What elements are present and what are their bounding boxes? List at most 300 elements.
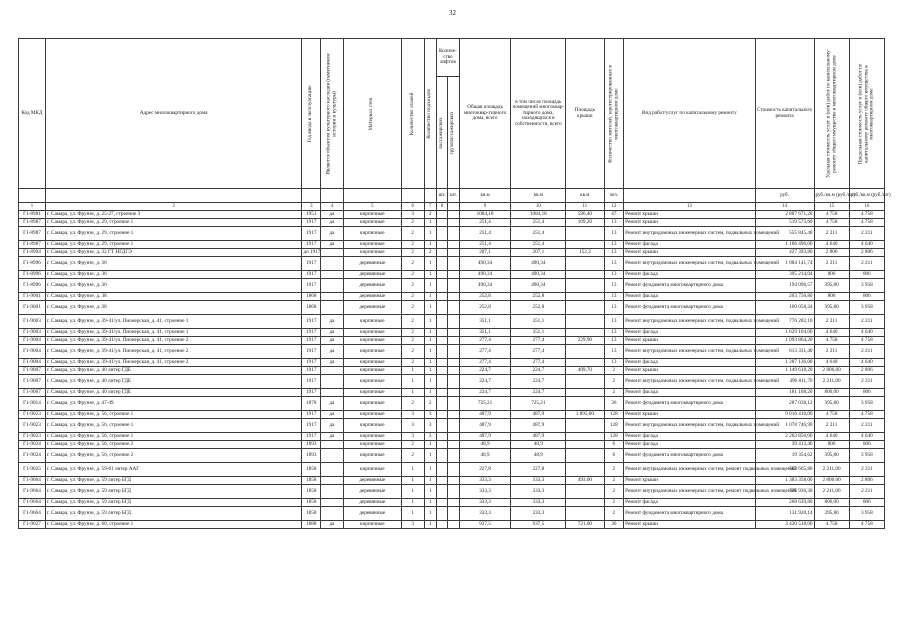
cell-lifts-freight: [448, 367, 459, 375]
cell-lifts-passenger: [436, 249, 447, 257]
cell-total-area: 487,9: [459, 419, 511, 433]
cell-work-type: Ремонт фундамента многоквартирного дома: [624, 507, 755, 521]
cell-lifts-freight: [448, 389, 459, 397]
cell-roof-area: [566, 271, 604, 279]
cell-entrances: 1: [424, 345, 436, 359]
cell-heritage: [321, 293, 344, 301]
cell-owned-area: 487,9: [511, 419, 566, 433]
unit-owned-area: кв.м: [511, 189, 566, 203]
cell-year: 1858: [302, 499, 321, 507]
cell-lifts-passenger: [436, 337, 447, 345]
cell-lifts-passenger: [436, 397, 447, 411]
cell-repair-cost: 268 639,80: [755, 499, 814, 507]
cell-lifts-passenger: [436, 293, 447, 301]
cell-owned-area: 277,4: [511, 337, 566, 345]
cell-floors: 2: [401, 337, 424, 345]
cell-lifts-freight: [448, 249, 459, 257]
cell-lifts-passenger: [436, 301, 447, 315]
cell-heritage: [321, 271, 344, 279]
cell-work-type: Ремонт фасада: [624, 441, 755, 449]
cell-wall-material: кирпичные: [343, 337, 401, 345]
cell-lifts-freight: [448, 521, 459, 529]
cell-repair-cost: 203 756,80: [755, 293, 814, 301]
cell-roof-area: [566, 441, 604, 449]
cell-code: Г1-8987: [19, 219, 46, 227]
cell-lifts-freight: [448, 477, 459, 485]
cell-roof-area: [566, 279, 604, 293]
cell-work-type: Ремонт крыши: [624, 211, 755, 219]
cell-wall-material: кирпичные: [343, 463, 401, 477]
cell-entrances: 1: [424, 463, 436, 477]
cell-entrances: 2: [424, 211, 436, 219]
cell-residents: 13: [604, 279, 624, 293]
cell-lifts-passenger: [436, 241, 447, 249]
cell-specific-cost: 2 211: [814, 345, 849, 359]
cell-heritage: [321, 463, 344, 477]
cell-code: Г1-9007: [19, 375, 46, 389]
cell-work-type: Ремонт внутридомовых инженерных систем, ремонт подвальных помещений: [624, 463, 755, 477]
cell-lifts-passenger: [436, 411, 447, 419]
cell-total-area: 48,9: [459, 441, 511, 449]
cell-floors: 3: [401, 521, 424, 529]
cell-lifts-passenger: [436, 433, 447, 441]
cell-limit-cost: 4 758: [849, 411, 884, 419]
cell-code: Г1-8996: [19, 271, 46, 279]
cell-code: Г1-9004: [19, 337, 46, 345]
cell-repair-cost: 1 166 496,00: [755, 241, 814, 249]
cell-limit-cost: 3 958: [849, 397, 884, 411]
cell-limit-cost: 2 806: [849, 367, 884, 375]
cell-owned-area: 1084,18: [511, 211, 566, 219]
cell-lifts-passenger: [436, 419, 447, 433]
cell-year: 1917: [302, 219, 321, 227]
cell-floors: 1: [401, 463, 424, 477]
cell-specific-cost: 2 211: [814, 257, 849, 271]
cell-specific-cost: 395,80: [814, 507, 849, 521]
cell-residents: 128: [604, 433, 624, 441]
cell-wall-material: деревянные: [343, 279, 401, 293]
cell-code: Г1-9001: [19, 293, 46, 301]
cell-total-area: 1084,18: [459, 211, 511, 219]
cell-limit-cost: 2 806: [849, 477, 884, 485]
cell-lifts-passenger: [436, 359, 447, 367]
cell-limit-cost: 806: [849, 441, 884, 449]
cell-residents: 36: [604, 521, 624, 529]
cell-owned-area: 333,3: [511, 499, 566, 507]
cell-floors: 3: [401, 419, 424, 433]
cell-year: 1893: [302, 449, 321, 463]
cell-address: г. Самара, ул. Фрунзе, д. 29, строение 1: [45, 227, 302, 241]
cell-lifts-passenger: [436, 315, 447, 329]
cell-address: г. Самара, ул. Фрунзе, д. 25-27, строение 3: [45, 211, 302, 219]
cell-specific-cost: 806,00: [814, 389, 849, 397]
cell-limit-cost: 2 211: [849, 227, 884, 241]
table-row: [19, 485, 885, 499]
table-row: [19, 329, 885, 337]
table-row: [19, 271, 885, 279]
cell-roof-area: [566, 227, 604, 241]
cell-address: г. Самара, ул. Фрунзе, д. 59 литер БГД: [45, 507, 302, 521]
cell-owned-area: 277,4: [511, 359, 566, 367]
cell-repair-cost: 496 811,70: [755, 375, 814, 389]
cell-wall-material: кирпичные: [343, 359, 401, 367]
cell-total-area: 277,4: [459, 359, 511, 367]
cell-code: Г1-9003: [19, 315, 46, 329]
cell-owned-area: 251,4: [511, 219, 566, 227]
cell-heritage: да: [321, 315, 344, 329]
cell-address: г. Самара, ул. Фрунзе, д. 36: [45, 257, 302, 271]
cell-code: Г1-9023: [19, 433, 46, 441]
cell-work-type: Ремонт фасада: [624, 241, 755, 249]
cell-residents: 13: [604, 301, 624, 315]
cell-roof-area: [566, 449, 604, 463]
cell-wall-material: деревянные: [343, 507, 401, 521]
cell-heritage: [321, 485, 344, 499]
cell-work-type: Ремонт внутридомовых инженерных систем, подвальных помещений: [624, 257, 755, 271]
cell-year: 1917: [302, 433, 321, 441]
cell-lifts-passenger: [436, 375, 447, 389]
cell-roof-area: [566, 419, 604, 433]
cell-code: Г1-9001: [19, 301, 46, 315]
cell-lifts-freight: [448, 329, 459, 337]
cell-address: г. Самара, ул. Фрунзе, д. 56, строение 1: [45, 433, 302, 441]
cell-residents: 13: [604, 257, 624, 271]
unit-lifts-passenger: шт.: [436, 189, 447, 203]
cell-heritage: да: [321, 359, 344, 367]
cell-residents: 13: [604, 227, 624, 241]
cell-repair-cost: 1 629 104,00: [755, 329, 814, 337]
cell-floors: 3: [401, 211, 424, 219]
cell-wall-material: кирпичные: [343, 433, 401, 441]
cell-entrances: 1: [424, 449, 436, 463]
cell-roof-area: [566, 375, 604, 389]
cell-wall-material: кирпичные: [343, 411, 401, 419]
header-specific-cost: Удельная стоимость услуг и (или) работ по капитальному ремонту общего имущества в многоквартирном доме: [814, 39, 849, 189]
cell-residents: 13: [604, 359, 624, 367]
cell-code: Г1-9664: [19, 485, 46, 499]
cell-lifts-passenger: [436, 257, 447, 271]
cell-residents: 2: [604, 463, 624, 477]
cell-entrances: 1: [424, 279, 436, 293]
cell-code: Г1-9014: [19, 397, 46, 411]
table-row: [19, 433, 885, 441]
cell-heritage: да: [321, 345, 344, 359]
unit-lifts-freight: шт.: [448, 189, 459, 203]
table-row: [19, 211, 885, 219]
cell-year: 1917: [302, 375, 321, 389]
cell-code: Г1-8987: [19, 241, 46, 249]
cell-lifts-passenger: [436, 441, 447, 449]
cell-specific-cost: 2 211,00: [814, 463, 849, 477]
cell-specific-cost: 4 758: [814, 411, 849, 419]
cell-lifts-freight: [448, 257, 459, 271]
cell-work-type: Ремонт фундамента многоквартирного дома: [624, 301, 755, 315]
cell-address: г. Самара, ул. Фрунзе, д. 47-49: [45, 397, 302, 411]
cell-residents: 13: [604, 337, 624, 345]
cell-owned-area: 351,1: [511, 329, 566, 337]
cell-limit-cost: 806: [849, 293, 884, 301]
cell-address: г. Самара, ул. Фрунзе, д. 38: [45, 301, 302, 315]
cell-floors: 1: [401, 485, 424, 499]
cell-repair-cost: 1 383 358,00: [755, 477, 814, 485]
cell-lifts-passenger: [436, 367, 447, 375]
cell-code: Г1-9024: [19, 449, 46, 463]
cell-total-area: 224,7: [459, 367, 511, 375]
cell-floors: 2: [401, 257, 424, 271]
cell-heritage: [321, 507, 344, 521]
cell-year: 1917: [302, 227, 321, 241]
cell-repair-cost: 395 214,04: [755, 271, 814, 279]
table-row: [19, 219, 885, 227]
table-row: [19, 477, 885, 485]
cell-roof-area: [566, 345, 604, 359]
cell-heritage: [321, 389, 344, 397]
cell-entrances: 1: [424, 337, 436, 345]
cell-residents: 6: [604, 441, 624, 449]
cell-specific-cost: 2 211: [814, 227, 849, 241]
cell-floors: 1: [401, 477, 424, 485]
cell-lifts-passenger: [436, 227, 447, 241]
cell-limit-cost: 4 758: [849, 211, 884, 219]
cell-owned-area: 252,8: [511, 293, 566, 301]
table-row: [19, 337, 885, 345]
cell-roof-area: 596,40: [566, 211, 604, 219]
cell-wall-material: деревянные: [343, 271, 401, 279]
cell-limit-cost: 2 211: [849, 485, 884, 499]
cell-specific-cost: 2 806,00: [814, 367, 849, 375]
cell-wall-material: кирпичные: [343, 449, 401, 463]
cell-heritage: да: [321, 241, 344, 249]
cell-wall-material: кирпичные: [343, 419, 401, 433]
cell-owned-area: 48,9: [511, 441, 566, 449]
cell-wall-material: кирпичные: [343, 329, 401, 337]
cell-address: г. Самара, ул. Фрунзе, д. 56, строение 1: [45, 419, 302, 433]
cell-wall-material: кирпичные: [343, 397, 401, 411]
cell-year: 1858: [302, 477, 321, 485]
cell-specific-cost: 806,00: [814, 499, 849, 507]
cell-repair-cost: 613 331,40: [755, 345, 814, 359]
cell-floors: 1: [401, 499, 424, 507]
header-repair-cost: Стоимость капитального ремонта: [755, 39, 814, 189]
table-row: [19, 301, 885, 315]
cell-address: г. Самара, ул. Фрунзе, д. 40 литер ГДЕ: [45, 375, 302, 389]
cell-roof-area: [566, 301, 604, 315]
cell-specific-cost: 4 758: [814, 337, 849, 345]
cell-code: Г1-9024: [19, 441, 46, 449]
cell-entrances: 1: [424, 477, 436, 485]
cell-limit-cost: 2 211: [849, 375, 884, 389]
column-number-row: 1 2 3 4 5 6 7 8 9 10 11 12 13 14 15 16: [19, 203, 885, 211]
cell-floors: 2: [401, 359, 424, 367]
cell-residents: 2: [604, 477, 624, 485]
cell-wall-material: деревянные: [343, 477, 401, 485]
header-work-type: Вид работ/услуг по капитальному ремонту: [624, 39, 755, 189]
cell-residents: 47: [604, 211, 624, 219]
page-number: 32: [449, 9, 456, 17]
cell-repair-cost: 1 078 746,90: [755, 419, 814, 433]
table-row: [19, 411, 885, 419]
cell-roof-area: [566, 315, 604, 329]
cell-year: 1858: [302, 463, 321, 477]
cell-lifts-passenger: [436, 329, 447, 337]
cell-address: г. Самара, ул. Фрунзе, д. 59 литер БГД: [45, 477, 302, 485]
cell-year: 1917: [302, 337, 321, 345]
cell-lifts-passenger: [436, 211, 447, 219]
cell-heritage: [321, 441, 344, 449]
cell-residents: 13: [604, 271, 624, 279]
cell-work-type: Ремонт фасада: [624, 389, 755, 397]
cell-lifts-freight: [448, 271, 459, 279]
cell-roof-area: [566, 257, 604, 271]
cell-year: 1868: [302, 301, 321, 315]
cell-year: 1917: [302, 367, 321, 375]
repair-register-table: [18, 38, 891, 529]
cell-specific-cost: 4 640: [814, 329, 849, 337]
cell-limit-cost: 4 758: [849, 521, 884, 529]
cell-repair-cost: 503 665,80: [755, 463, 814, 477]
unit-roof-area: кв.м: [566, 189, 604, 203]
cell-limit-cost: 2 806: [849, 249, 884, 257]
cell-wall-material: деревянные: [343, 485, 401, 499]
header-floors: Количество этажей: [401, 39, 424, 189]
cell-code: Г1-9025: [19, 463, 46, 477]
cell-entrances: 2: [424, 397, 436, 411]
cell-address: г. Самара, ул. Фрунзе, д. 29, строение 1: [45, 219, 302, 227]
cell-specific-cost: 806: [814, 271, 849, 279]
cell-limit-cost: 3 958: [849, 279, 884, 293]
cell-specific-cost: 395,80: [814, 301, 849, 315]
cell-total-area: 251,4: [459, 227, 511, 241]
cell-specific-cost: 395,80: [814, 397, 849, 411]
table-row: [19, 521, 885, 529]
cell-heritage: [321, 449, 344, 463]
cell-year: 1917: [302, 345, 321, 359]
cell-entrances: 1: [424, 329, 436, 337]
cell-entrances: 1: [424, 507, 436, 521]
cell-code: Г1-9664: [19, 499, 46, 507]
table-row: [19, 397, 885, 411]
cell-code: Г1-8994: [19, 249, 46, 257]
cell-heritage: [321, 477, 344, 485]
cell-total-area: 251,4: [459, 219, 511, 227]
header-limit-cost: Предельная стоимость услуг и (или) работ по капитальному ремонту общего имущества в многоквартирном доме: [849, 39, 884, 189]
cell-owned-area: 725,21: [511, 397, 566, 411]
cell-total-area: 252,8: [459, 301, 511, 315]
cell-code: Г1-9023: [19, 411, 46, 419]
cell-total-area: 48,9: [459, 449, 511, 463]
cell-lifts-freight: [448, 499, 459, 507]
cell-work-type: Ремонт фасада: [624, 293, 755, 301]
header-wall-material: Материал стен: [343, 39, 401, 189]
cell-total-area: 224,7: [459, 389, 511, 397]
cell-entrances: 1: [424, 485, 436, 499]
cell-residents: 128: [604, 419, 624, 433]
cell-heritage: да: [321, 337, 344, 345]
cell-code: Г1-9003: [19, 329, 46, 337]
cell-owned-area: 487,9: [511, 433, 566, 441]
cell-residents: 13: [604, 219, 624, 227]
cell-wall-material: деревянные: [343, 499, 401, 507]
cell-floors: 2: [401, 441, 424, 449]
cell-address: г. Самара, ул. Фрунзе, д. 39-41/ул. Пионерская, д. 41, строение 1: [45, 329, 302, 337]
unit-specific-cost: руб./кв.м (руб./шт): [814, 189, 849, 203]
header-entrances: Количество подъездов: [424, 39, 436, 189]
cell-floors: 2: [401, 345, 424, 359]
cell-lifts-freight: [448, 211, 459, 219]
cell-heritage: [321, 301, 344, 315]
cell-floors: 2: [401, 249, 424, 257]
cell-entrances: 1: [424, 521, 436, 529]
cell-lifts-passenger: [436, 463, 447, 477]
cell-floors: 2: [401, 293, 424, 301]
cell-roof-area: [566, 293, 604, 301]
cell-year: 1951: [302, 211, 321, 219]
cell-address: г. Самара, ул. Фрунзе, д. 56, строение 1: [45, 411, 302, 419]
cell-owned-area: 252,8: [511, 301, 566, 315]
cell-residents: 6: [604, 449, 624, 463]
cell-lifts-passenger: [436, 345, 447, 359]
cell-floors: 2: [401, 397, 424, 411]
cell-owned-area: 224,7: [511, 389, 566, 397]
cell-total-area: 227,8: [459, 463, 511, 477]
cell-limit-cost: 806: [849, 389, 884, 397]
cell-lifts-freight: [448, 441, 459, 449]
cell-entrances: 3: [424, 419, 436, 433]
cell-total-area: 333,3: [459, 507, 511, 521]
cell-floors: 1: [401, 507, 424, 521]
cell-address: г. Самара, ул. Фрунзе, д. 40 литер ГДЕ: [45, 367, 302, 375]
cell-specific-cost: 4 758: [814, 521, 849, 529]
cell-work-type: Ремонт крыши: [624, 477, 755, 485]
cell-year: 1917: [302, 241, 321, 249]
cell-repair-cost: 1 287 136,00: [755, 359, 814, 367]
cell-specific-cost: 2 211,00: [814, 375, 849, 389]
cell-roof-area: [566, 433, 604, 441]
table-row: [19, 315, 885, 329]
cell-code: Г1-9664: [19, 477, 46, 485]
cell-roof-area: [566, 499, 604, 507]
cell-heritage: да: [321, 329, 344, 337]
cell-year: 1858: [302, 507, 321, 521]
cell-heritage: [321, 367, 344, 375]
cell-residents: 2: [604, 499, 624, 507]
header-address: Адрес многоквартирного дома: [45, 39, 302, 189]
cell-wall-material: кирпичные: [343, 389, 401, 397]
cell-floors: 2: [401, 301, 424, 315]
cell-limit-cost: 4 758: [849, 219, 884, 227]
cell-year: 1878: [302, 397, 321, 411]
cell-repair-cost: 287 038,12: [755, 397, 814, 411]
cell-work-type: Ремонт фасада: [624, 359, 755, 367]
cell-year: 1917: [302, 419, 321, 433]
cell-roof-area: 152,3: [566, 249, 604, 257]
table-row: [19, 249, 885, 257]
cell-specific-cost: 2 211: [814, 315, 849, 329]
unit-repair-cost: руб.: [755, 189, 814, 203]
cell-address: г. Самара, ул. Фрунзе, д. 29, строение 1: [45, 241, 302, 249]
cell-total-area: 251,4: [459, 241, 511, 249]
cell-repair-cost: 19 354,62: [755, 449, 814, 463]
cell-limit-cost: 4 758: [849, 337, 884, 345]
cell-specific-cost: 4 640: [814, 433, 849, 441]
cell-specific-cost: 395,80: [814, 279, 849, 293]
cell-repair-cost: 194 096,57: [755, 279, 814, 293]
cell-roof-area: 409,70: [566, 367, 604, 375]
cell-owned-area: 251,4: [511, 241, 566, 249]
cell-repair-cost: 1 084 141,74: [755, 257, 814, 271]
header-lifts-freight: грузопассажирских: [448, 77, 459, 189]
cell-entrances: 2: [424, 249, 436, 257]
